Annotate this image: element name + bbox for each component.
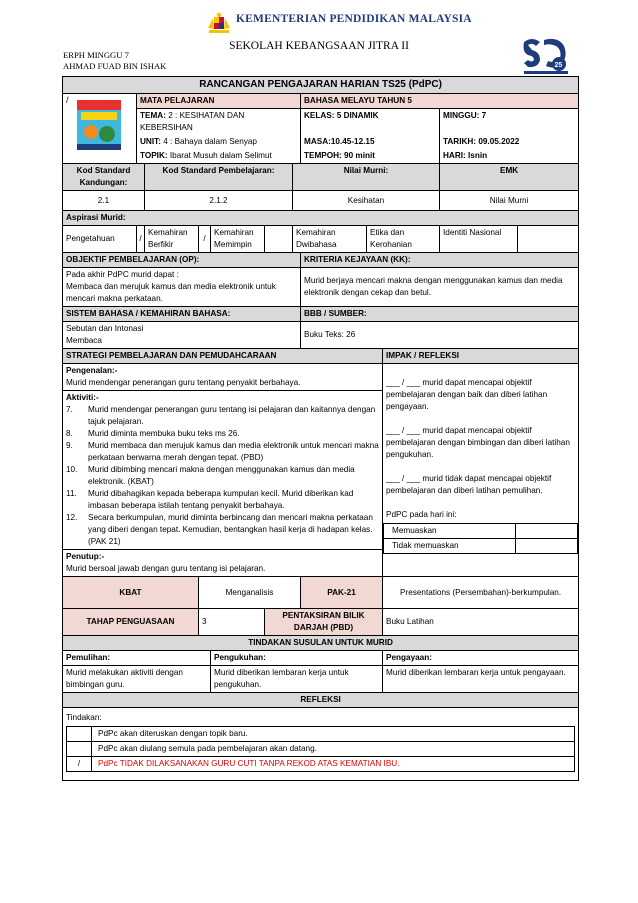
tahap-penguasaan-value: 3 bbox=[199, 609, 265, 636]
tindakan-option: PdPc akan diteruskan dengan topik baru. bbox=[92, 727, 575, 742]
kelas-value: KELAS: 5 DINAMIK bbox=[301, 109, 440, 136]
aspirasi-label: Aspirasi Murid: bbox=[63, 211, 579, 226]
aspirasi-pengetahuan: Pengetahuan bbox=[63, 226, 137, 253]
penutup-text: Murid bersoal jawab dengan guru tentang isi pelajaran. bbox=[66, 564, 266, 573]
tindakan-susulan-label: TINDAKAN SUSULAN UNTUK MURID bbox=[63, 636, 579, 651]
kriteria-text: Murid berjaya mencari makna dengan menggunakan kamus dan media elektronik dengan cekap dan betul. bbox=[301, 268, 579, 307]
strategi-content bbox=[63, 364, 383, 577]
checkbox-memuaskan[interactable] bbox=[516, 524, 578, 539]
refleksi-bimbingan: ___ / ___ murid dapat mencapai objektif pembelajaran dengan bimbingan dan diberi latihan pengukuhan. bbox=[386, 426, 570, 459]
aspirasi-kemahiran-berfikir: Kemahiran Berfikir bbox=[145, 226, 199, 253]
aktiviti-label: Aktiviti:- bbox=[66, 393, 99, 402]
tindakan-option: PdPc akan diulang semula pada pembelajaran akan datang. bbox=[92, 742, 575, 757]
sistem-line-1: Sebutan dan Intonasi bbox=[66, 324, 144, 333]
tindakan-option-cuti: PdPc TIDAK DILAKSANAKAN GURU CUTI TANPA REKOD ATAS KEMATIAN IBU. bbox=[92, 757, 575, 772]
aspirasi-mark: / bbox=[199, 226, 211, 253]
aktiviti-step: 7. Murid mendengar penerangan guru tentang isi pelajaran dan kaitannya dengan tajuk pelajaran. bbox=[66, 405, 376, 426]
standard-kandungan-value: 2.1 bbox=[63, 191, 145, 211]
tindakan-label: Tindakan: bbox=[66, 713, 102, 722]
bbb-text: Buku Teks: 26 bbox=[301, 322, 579, 349]
objektif-line-2: Membaca dan merujuk kamus dan media elektronik untuk mencari makna perkataan. bbox=[66, 282, 276, 303]
plan-title: RANCANGAN PENGAJARAN HARIAN TS25 (PdPC) bbox=[63, 77, 579, 94]
pemulihan-text: Murid melakukan aktiviti dengan bimbingan guru. bbox=[63, 666, 211, 693]
pak21-label: PAK-21 bbox=[301, 577, 383, 609]
ts25-logo-icon bbox=[518, 34, 574, 76]
objektif-text bbox=[63, 268, 301, 307]
tahap-penguasaan-label: TAHAP PENGUASAAN bbox=[63, 609, 199, 636]
pbd-value: Buku Latihan bbox=[383, 609, 579, 636]
checkbox-tidak-memuaskan[interactable] bbox=[516, 539, 578, 554]
cover-mark: / bbox=[66, 95, 69, 105]
aspirasi-mark bbox=[265, 226, 293, 253]
tindakan-checkbox[interactable] bbox=[67, 727, 92, 742]
pengenalan-text: Murid mendengar penerangan guru tentang penyakit berbahaya. bbox=[66, 378, 301, 387]
option-tidak-memuaskan: Tidak memuaskan bbox=[384, 539, 516, 554]
pdpc-hari-ini-label: PdPC pada hari ini: bbox=[386, 510, 457, 519]
standard-pembelajaran-value: 2.1.2 bbox=[145, 191, 293, 211]
bbb-label: BBB / SUMBER: bbox=[301, 307, 579, 322]
strategi-label: STRATEGI PEMBELAJARAN DAN PEMUDAHCARAAN bbox=[63, 349, 383, 364]
textbook-cover bbox=[63, 94, 137, 164]
aspirasi-kemahiran-memimpin: Kemahiran Memimpin bbox=[211, 226, 265, 253]
sistem-line-2: Membaca bbox=[66, 336, 102, 345]
aktiviti-step: 8. Murid diminta membuka buku teks ms 26. bbox=[66, 429, 240, 438]
option-memuaskan: Memuaskan bbox=[384, 524, 516, 539]
pengenalan-label: Pengenalan:- bbox=[66, 366, 118, 375]
nilai-murni-label: Nilai Murni: bbox=[293, 164, 440, 191]
week-label: ERPH MINGGU 7 bbox=[63, 50, 129, 60]
aspirasi-mark bbox=[518, 226, 579, 253]
aktiviti-step: 11. Murid dibahagikan kepada beberapa kumpulan kecil. Murid diberikan kad imbasan beberapa istilah tentang penyakit berbahaya. bbox=[66, 489, 354, 510]
standard-kandungan-label: Kod Standard Kandungan: bbox=[63, 164, 145, 191]
minggu-value: MINGGU: 7 bbox=[440, 109, 579, 136]
aspirasi-mark: / bbox=[137, 226, 145, 253]
malaysia-coat-of-arms-icon bbox=[206, 12, 232, 34]
pengayaan-text: Murid diberikan lembaran kerja untuk pengayaan. bbox=[383, 666, 579, 693]
nilai-murni-value: Kesihatan bbox=[293, 191, 440, 211]
refleksi-pemulihan: ___ / ___ murid tidak dapat mencapai objektif pembelajaran dan diberi latihan pemulihan. bbox=[386, 474, 552, 495]
refleksi-baik: ___ / ___ murid dapat mencapai objektif pembelajaran dengan baik dan diberi latihan pengayaan. bbox=[386, 378, 548, 411]
refleksi-label: REFLEKSI bbox=[63, 693, 579, 708]
unit-cell: UNIT: 4 : Bahaya dalam Senyap bbox=[137, 135, 301, 149]
pengukuhan-label: Pengukuhan: bbox=[211, 651, 383, 666]
pdpc-status-table bbox=[383, 523, 578, 554]
penutup-label: Penutup:- bbox=[66, 552, 105, 561]
aspirasi-identiti: Identiti Nasional bbox=[440, 226, 518, 253]
tempoh-value: TEMPOH: 90 minit bbox=[301, 149, 440, 164]
tindakan-table bbox=[66, 726, 575, 772]
aktiviti-step: 9. Murid membaca dan merujuk kamus dan media elektronik untuk mencari makna perkataan berwarna merah dengan tepat. (PBD) bbox=[66, 441, 379, 462]
tindakan-checkbox[interactable]: / bbox=[67, 757, 92, 772]
pak21-value: Presentations (Persembahan)-berkumpulan. bbox=[383, 577, 579, 609]
topik-cell: TOPIK: Ibarat Musuh dalam Selimut bbox=[137, 149, 301, 164]
objektif-label: OBJEKTIF PEMBELAJARAN (OP): bbox=[63, 253, 301, 268]
sistem-bahasa-label: SISTEM BAHASA / KEMAHIRAN BAHASA: bbox=[63, 307, 301, 322]
pengukuhan-text: Murid diberikan lembaran kerja untuk pengukuhan. bbox=[211, 666, 383, 693]
aktiviti-step: 10. Murid dibimbing mencari makna dengan menggunakan kamus dan media elektronik. (KBAT) bbox=[66, 465, 355, 486]
tema-cell: TEMA: 2 : KESIHATAN DAN KEBERSIHAN bbox=[137, 109, 301, 136]
subject-value: BAHASA MELAYU TAHUN 5 bbox=[301, 94, 579, 109]
kbat-value: Menganalisis bbox=[199, 577, 301, 609]
impak-label: IMPAK / REFLEKSI bbox=[383, 349, 579, 364]
emk-value: Nilai Murni bbox=[440, 191, 579, 211]
ministry-title: KEMENTERIAN PENDIDIKAN MALAYSIA bbox=[236, 13, 472, 25]
teacher-name: AHMAD FUAD BIN ISHAK bbox=[63, 61, 167, 71]
tindakan-checkbox[interactable] bbox=[67, 742, 92, 757]
pengayaan-label: Pengayaan: bbox=[383, 651, 579, 666]
sistem-bahasa-text bbox=[63, 322, 301, 349]
pemulihan-label: Pemulihan: bbox=[63, 651, 211, 666]
masa-value: MASA:10.45-12.15 bbox=[301, 135, 440, 149]
kriteria-label: KRITERIA KEJAYAAN (KK): bbox=[301, 253, 579, 268]
pbd-label: PENTAKSIRAN BILIK DARJAH (PBD) bbox=[265, 609, 383, 636]
standard-pembelajaran-label: Kod Standard Pembelajaran: bbox=[145, 164, 293, 191]
tarikh-value: TARIKH: 09.05.2022 bbox=[440, 135, 579, 149]
mata-pelajaran-label: MATA PELAJARAN bbox=[137, 94, 301, 109]
impak-content bbox=[383, 364, 579, 577]
aspirasi-etika: Etika dan Kerohanian bbox=[367, 226, 440, 253]
emk-label: EMK bbox=[440, 164, 579, 191]
kbat-label: KBAT bbox=[63, 577, 199, 609]
lesson-plan-table bbox=[62, 76, 579, 781]
svg-text:25: 25 bbox=[554, 62, 563, 69]
school-name: SEKOLAH KEBANGSAAN JITRA II bbox=[229, 40, 409, 52]
aktiviti-step: 12. Secara berkumpulan, murid diminta berbincang dan mencari makna perkataan yang diberi dengan tepat. Kemudian, bentangkan hasil kerja di hadapan kelas. (PAK 21) bbox=[66, 513, 373, 546]
hari-value: HARI: Isnin bbox=[440, 149, 579, 164]
objektif-line-1: Pada akhir PdPC murid dapat : bbox=[66, 270, 179, 279]
textbook-cover-icon bbox=[77, 100, 121, 150]
refleksi-content bbox=[63, 708, 579, 781]
aspirasi-kemahiran-dwibahasa: Kemahiran Dwibahasa bbox=[293, 226, 367, 253]
